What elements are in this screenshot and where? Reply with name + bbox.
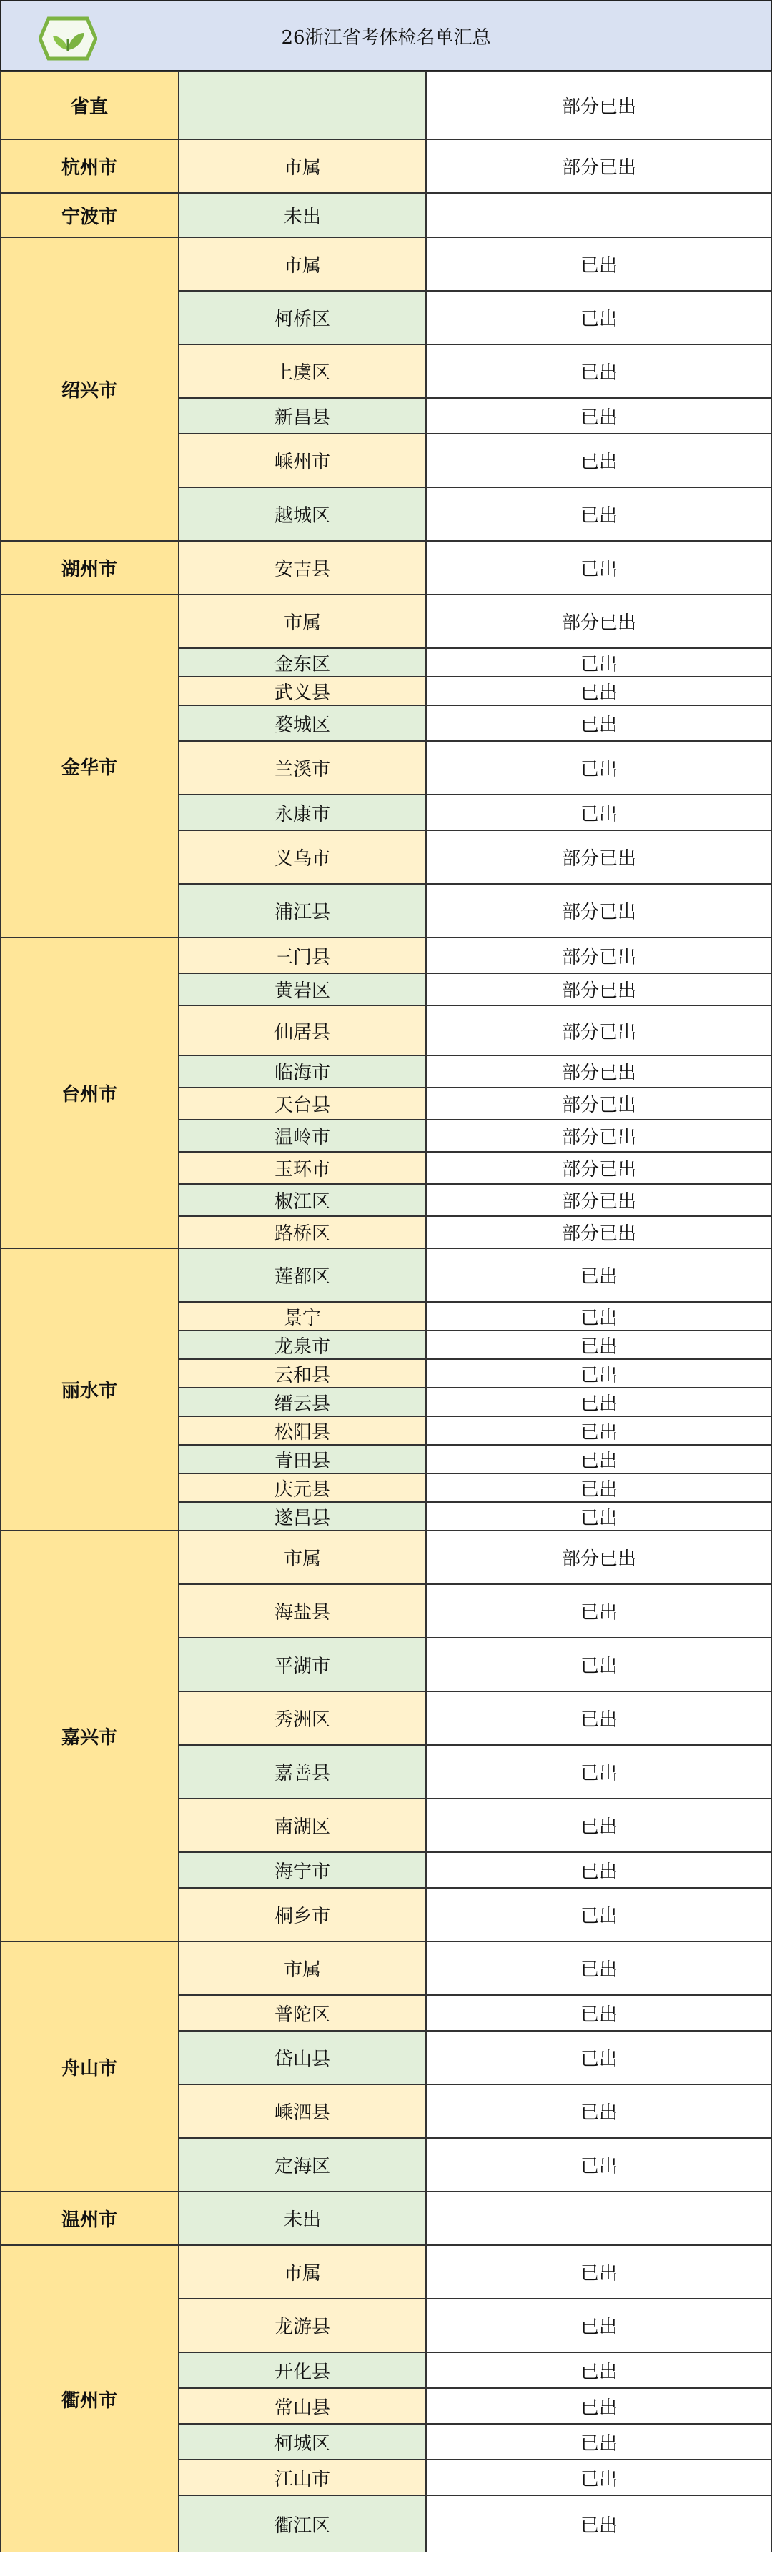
district-cell[interactable]: 平湖市 xyxy=(179,1638,426,1691)
district-cell[interactable]: 嵊泗县 xyxy=(179,2084,426,2138)
status-cell[interactable]: 已出 xyxy=(426,291,772,344)
status-cell[interactable]: 已出 xyxy=(426,1852,772,1888)
status-cell[interactable]: 已出 xyxy=(426,344,772,398)
district-cell[interactable]: 海宁市 xyxy=(179,1852,426,1888)
status-cell[interactable]: 已出 xyxy=(426,795,772,830)
district-cell[interactable]: 嵊州市 xyxy=(179,434,426,487)
status-cell[interactable]: 部分已出 xyxy=(426,1005,772,1055)
district-cell[interactable]: 上虞区 xyxy=(179,344,426,398)
status-cell[interactable]: 部分已出 xyxy=(426,973,772,1005)
city-cell[interactable]: 金华市 xyxy=(0,595,179,938)
status-cell[interactable]: 已出 xyxy=(426,1331,772,1359)
district-cell[interactable]: 常山县 xyxy=(179,2388,426,2424)
district-cell[interactable]: 市属 xyxy=(179,1941,426,1995)
district-cell[interactable]: 临海市 xyxy=(179,1055,426,1088)
status-cell[interactable]: 已出 xyxy=(426,541,772,595)
city-cell[interactable]: 舟山市 xyxy=(0,1941,179,2192)
district-cell[interactable]: 越城区 xyxy=(179,487,426,541)
district-cell[interactable]: 婺城区 xyxy=(179,705,426,741)
district-cell[interactable]: 路桥区 xyxy=(179,1216,426,1248)
city-cell[interactable]: 杭州市 xyxy=(0,139,179,193)
district-cell[interactable]: 黄岩区 xyxy=(179,973,426,1005)
district-cell[interactable]: 景宁 xyxy=(179,1302,426,1331)
district-cell[interactable]: 浦江县 xyxy=(179,884,426,938)
status-cell[interactable]: 已出 xyxy=(426,677,772,705)
district-cell[interactable]: 未出 xyxy=(179,193,426,237)
district-cell[interactable]: 嘉善县 xyxy=(179,1745,426,1799)
status-cell[interactable]: 部分已出 xyxy=(426,595,772,648)
status-cell[interactable]: 已出 xyxy=(426,2460,772,2495)
status-cell[interactable]: 已出 xyxy=(426,1248,772,1302)
district-cell[interactable]: 永康市 xyxy=(179,795,426,830)
district-cell[interactable]: 莲都区 xyxy=(179,1248,426,1302)
district-cell[interactable]: 椒江区 xyxy=(179,1184,426,1216)
district-cell[interactable]: 金东区 xyxy=(179,648,426,677)
district-cell[interactable]: 市属 xyxy=(179,595,426,648)
district-cell[interactable]: 未出 xyxy=(179,2192,426,2245)
status-cell[interactable]: 已出 xyxy=(426,705,772,741)
status-cell[interactable]: 已出 xyxy=(426,1584,772,1638)
status-cell[interactable]: 部分已出 xyxy=(426,1216,772,1248)
status-cell[interactable]: 已出 xyxy=(426,1359,772,1388)
city-cell[interactable]: 丽水市 xyxy=(0,1248,179,1531)
city-cell[interactable]: 衢州市 xyxy=(0,2245,179,2552)
district-cell[interactable]: 市属 xyxy=(179,2245,426,2299)
district-cell[interactable]: 秀洲区 xyxy=(179,1691,426,1745)
district-cell[interactable]: 市属 xyxy=(179,237,426,291)
district-cell[interactable]: 松阳县 xyxy=(179,1416,426,1445)
status-cell[interactable]: 已出 xyxy=(426,1799,772,1852)
status-cell[interactable]: 已出 xyxy=(426,487,772,541)
status-cell[interactable]: 部分已出 xyxy=(426,1055,772,1088)
status-cell[interactable] xyxy=(426,2192,772,2245)
district-cell[interactable]: 遂昌县 xyxy=(179,1502,426,1531)
status-cell[interactable]: 部分已出 xyxy=(426,1152,772,1184)
status-cell[interactable]: 已出 xyxy=(426,741,772,795)
city-cell[interactable]: 嘉兴市 xyxy=(0,1531,179,1941)
city-cell[interactable]: 湖州市 xyxy=(0,541,179,595)
district-cell[interactable]: 武义县 xyxy=(179,677,426,705)
status-cell[interactable]: 已出 xyxy=(426,1995,772,2031)
district-cell[interactable]: 龙游县 xyxy=(179,2299,426,2352)
district-cell[interactable]: 温岭市 xyxy=(179,1120,426,1152)
status-cell[interactable]: 已出 xyxy=(426,2352,772,2388)
city-cell[interactable]: 温州市 xyxy=(0,2192,179,2245)
district-cell[interactable]: 衢江区 xyxy=(179,2495,426,2552)
status-cell[interactable]: 已出 xyxy=(426,648,772,677)
status-cell[interactable]: 已出 xyxy=(426,2031,772,2084)
status-cell[interactable]: 部分已出 xyxy=(426,139,772,193)
district-cell[interactable] xyxy=(179,71,426,139)
status-cell[interactable]: 部分已出 xyxy=(426,1120,772,1152)
district-cell[interactable]: 新昌县 xyxy=(179,398,426,434)
status-cell[interactable]: 已出 xyxy=(426,1638,772,1691)
city-cell[interactable]: 宁波市 xyxy=(0,193,179,237)
status-cell[interactable]: 部分已出 xyxy=(426,830,772,884)
status-cell[interactable]: 已出 xyxy=(426,1388,772,1416)
district-cell[interactable]: 天台县 xyxy=(179,1088,426,1120)
district-cell[interactable]: 定海区 xyxy=(179,2138,426,2192)
status-cell[interactable]: 部分已出 xyxy=(426,938,772,973)
district-cell[interactable]: 兰溪市 xyxy=(179,741,426,795)
district-cell[interactable]: 义乌市 xyxy=(179,830,426,884)
sheet-title: 26浙江省考体检名单汇总 xyxy=(281,26,491,49)
district-cell[interactable]: 市属 xyxy=(179,139,426,193)
district-cell[interactable]: 玉环市 xyxy=(179,1152,426,1184)
status-cell[interactable]: 部分已出 xyxy=(426,884,772,938)
district-cell[interactable]: 市属 xyxy=(179,1531,426,1584)
status-cell[interactable]: 已出 xyxy=(426,434,772,487)
district-cell[interactable]: 开化县 xyxy=(179,2352,426,2388)
status-cell[interactable]: 已出 xyxy=(426,237,772,291)
district-cell[interactable]: 柯桥区 xyxy=(179,291,426,344)
status-cell[interactable]: 部分已出 xyxy=(426,1088,772,1120)
district-cell[interactable]: 仙居县 xyxy=(179,1005,426,1055)
district-cell[interactable]: 云和县 xyxy=(179,1359,426,1388)
status-cell[interactable]: 已出 xyxy=(426,2084,772,2138)
city-cell[interactable]: 省直 xyxy=(0,71,179,139)
district-cell[interactable]: 桐乡市 xyxy=(179,1888,426,1941)
district-cell[interactable]: 青田县 xyxy=(179,1445,426,1473)
status-cell[interactable]: 已出 xyxy=(426,1691,772,1745)
district-cell[interactable]: 普陀区 xyxy=(179,1995,426,2031)
district-cell[interactable]: 岱山县 xyxy=(179,2031,426,2084)
city-cell[interactable]: 绍兴市 xyxy=(0,237,179,541)
status-cell[interactable]: 已出 xyxy=(426,1888,772,1941)
status-cell[interactable]: 已出 xyxy=(426,1302,772,1331)
district-cell[interactable]: 安吉县 xyxy=(179,541,426,595)
status-cell[interactable]: 部分已出 xyxy=(426,1531,772,1584)
city-cell[interactable]: 台州市 xyxy=(0,938,179,1248)
status-cell[interactable]: 已出 xyxy=(426,1745,772,1799)
district-cell[interactable]: 龙泉市 xyxy=(179,1331,426,1359)
status-cell[interactable]: 已出 xyxy=(426,1473,772,1502)
status-cell[interactable]: 已出 xyxy=(426,1416,772,1445)
status-cell[interactable]: 已出 xyxy=(426,2138,772,2192)
district-cell[interactable]: 庆元县 xyxy=(179,1473,426,1502)
status-cell[interactable]: 已出 xyxy=(426,1502,772,1531)
district-cell[interactable]: 江山市 xyxy=(179,2460,426,2495)
status-cell[interactable] xyxy=(426,193,772,237)
status-cell[interactable]: 已出 xyxy=(426,1445,772,1473)
district-cell[interactable]: 海盐县 xyxy=(179,1584,426,1638)
status-cell[interactable]: 已出 xyxy=(426,2299,772,2352)
status-cell[interactable]: 已出 xyxy=(426,1941,772,1995)
status-cell[interactable]: 已出 xyxy=(426,2245,772,2299)
status-cell[interactable]: 部分已出 xyxy=(426,1184,772,1216)
district-cell[interactable]: 缙云县 xyxy=(179,1388,426,1416)
district-cell[interactable]: 南湖区 xyxy=(179,1799,426,1852)
district-cell[interactable]: 三门县 xyxy=(179,938,426,973)
status-cell[interactable]: 已出 xyxy=(426,2495,772,2552)
district-cell[interactable]: 柯城区 xyxy=(179,2424,426,2460)
status-cell[interactable]: 部分已出 xyxy=(426,71,772,139)
sheet-header xyxy=(0,0,772,71)
status-cell[interactable]: 已出 xyxy=(426,2388,772,2424)
status-cell[interactable]: 已出 xyxy=(426,398,772,434)
status-cell[interactable]: 已出 xyxy=(426,2424,772,2460)
